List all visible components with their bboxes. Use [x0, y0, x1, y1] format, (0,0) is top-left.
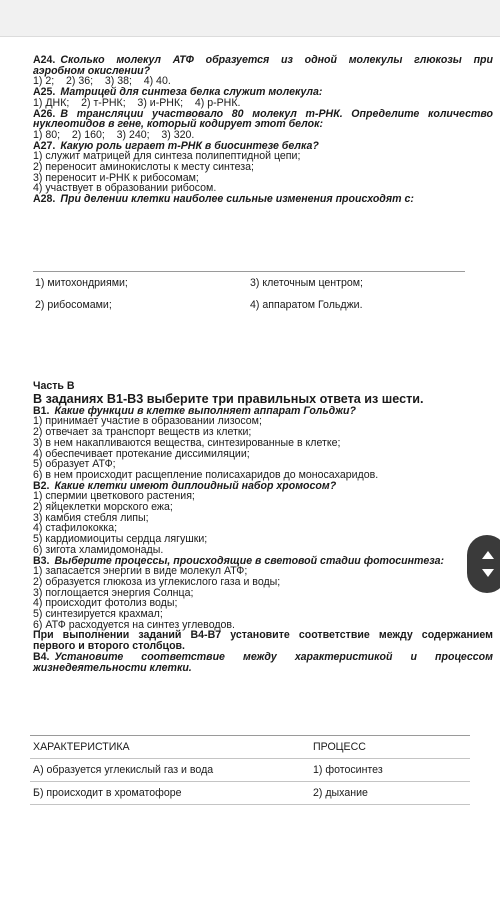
table-cell: 1) митохондриями;	[35, 277, 128, 289]
table-cell: 3) клеточным центром;	[250, 277, 363, 289]
question-text: Какую роль играет т-РНК в биосинтезе белка?	[60, 139, 319, 152]
table-cell: Б) происходит в хроматофоре	[33, 787, 182, 799]
question-b4	[33, 652, 493, 663]
question-text-cont: жизнедеятельности клетки.	[33, 661, 192, 674]
question-number: A25.	[33, 86, 56, 99]
part-a-questions	[33, 55, 493, 205]
question-text: Какие функции в клетке выполняет аппарат Гольджи?	[54, 404, 356, 417]
question-text: Установите соответствие между характеристикой и процессом	[54, 650, 493, 663]
table-row	[30, 782, 470, 805]
matching-instruction: При выполнении заданий В4-В7 установите соответствие между содержанием	[33, 629, 493, 642]
answer-option: 1) служит матрицей для синтеза полипептидной цепи;	[33, 150, 301, 163]
question-number: A28.	[33, 193, 56, 206]
matching-instruction-cont: первого и второго столбцов.	[33, 640, 185, 653]
table-cell: 4) аппаратом Гольджи.	[250, 299, 363, 311]
answer-option: 3) камбия стебля липы;	[33, 511, 149, 524]
answer-table-a28	[33, 271, 465, 316]
table-header-row	[30, 736, 470, 759]
table-cell: А) образуется углекислый газ и вода	[33, 764, 214, 776]
table-cell: 2) рибосомами;	[35, 299, 112, 311]
question-number: A26.	[33, 107, 56, 120]
question-number: B4.	[33, 650, 50, 663]
answer-option: 4) стафилококка;	[33, 522, 118, 535]
answer-option: 6) АТФ расходуется на синтез углеводов.	[33, 618, 235, 631]
answer-option: 3) в нем накапливаются вещества, синтезированные в клетке;	[33, 436, 341, 449]
question-number: B3.	[33, 554, 50, 567]
column-header: ПРОЦЕСС	[313, 741, 366, 753]
answer-option: 4) участвует в образовании рибосом.	[33, 182, 217, 195]
table-row	[33, 272, 465, 294]
scroll-button[interactable]	[467, 535, 500, 593]
answer-option: 1) запасается энергии в виде молекул АТФ;	[33, 565, 248, 578]
answer-option: 5) кардиомиоциты сердца лягушки;	[33, 533, 208, 546]
question-text: Выберите процессы, происходящие в световой стадии фотосинтеза:	[54, 554, 445, 567]
question-text: В трансляции участвовало 80 молекул т-РНК. Определите количество	[60, 107, 493, 120]
answer-option: 3) переносит и-РНК к рибосомам;	[33, 171, 199, 184]
question-text: Матрицей для синтеза белка служит молекула:	[60, 86, 323, 99]
scroll-down-icon[interactable]	[482, 569, 494, 577]
question-number: B1.	[33, 404, 50, 417]
question-text-cont: аэробном окислении?	[33, 64, 151, 77]
answer-option: 4) обеспечивает протекание диссимиляции;	[33, 447, 250, 460]
answer-option: 2) яйцеклетки морского ежа;	[33, 501, 173, 514]
table-row	[33, 294, 465, 316]
section-title: Часть В	[33, 380, 75, 392]
answer-option: 5) образует АТФ;	[33, 458, 116, 471]
answer-options: 1) 2; 2) 36; 3) 38; 4) 40.	[33, 75, 171, 88]
question-number: A24.	[33, 54, 56, 66]
question-text: При делении клетки наиболее сильные изменения происходят с:	[60, 193, 414, 206]
answer-option: 4) происходит фотолиз воды;	[33, 597, 178, 610]
answer-option: 6) в нем происходит расщепление полисахаридов до моносахаридов.	[33, 468, 379, 481]
scroll-up-icon[interactable]	[482, 551, 494, 559]
answer-option: 2) отвечает за транспорт веществ из клетки;	[33, 426, 252, 439]
part-b-questions	[33, 381, 493, 673]
question-text: Сколько молекул АТФ образуется из одной молекулы глюкозы при	[60, 54, 493, 66]
question-number: B2.	[33, 479, 50, 492]
answer-option: 2) переносит аминокислоты к месту синтеза;	[33, 161, 254, 174]
answer-option: 1) спермии цветкового растения;	[33, 490, 195, 503]
question-text: Какие клетки имеют диплоидный набор хромосом?	[54, 479, 337, 492]
column-header: ХАРАКТЕРИСТИКА	[33, 741, 130, 753]
table-row	[30, 759, 470, 782]
question-text-cont: нуклеотидов в гене, который кодирует этот белок:	[33, 118, 324, 131]
table-cell: 2) дыхание	[313, 787, 368, 799]
answer-option: 5) синтезируется крахмал;	[33, 608, 163, 621]
answer-option: 2) образуется глюкоза из углекислого газа и воды;	[33, 575, 281, 588]
answer-option: 1) принимает участие в образовании лизосом;	[33, 415, 262, 428]
section-instruction: В заданиях В1-В3 выберите три правильных ответа из шести.	[33, 391, 424, 406]
question-number: A27.	[33, 139, 56, 152]
answer-option: 6) зигота хламидомонады.	[33, 543, 164, 556]
answer-option: 3) поглощается энергия Солнца;	[33, 586, 194, 599]
table-cell: 1) фотосинтез	[313, 764, 383, 776]
answer-options: 1) ДНК; 2) т-РНК; 3) и-РНК; 4) р-РНК.	[33, 96, 241, 109]
answer-options: 1) 80; 2) 160; 3) 240; 3) 320.	[33, 128, 195, 141]
matching-table-b4	[30, 735, 470, 805]
